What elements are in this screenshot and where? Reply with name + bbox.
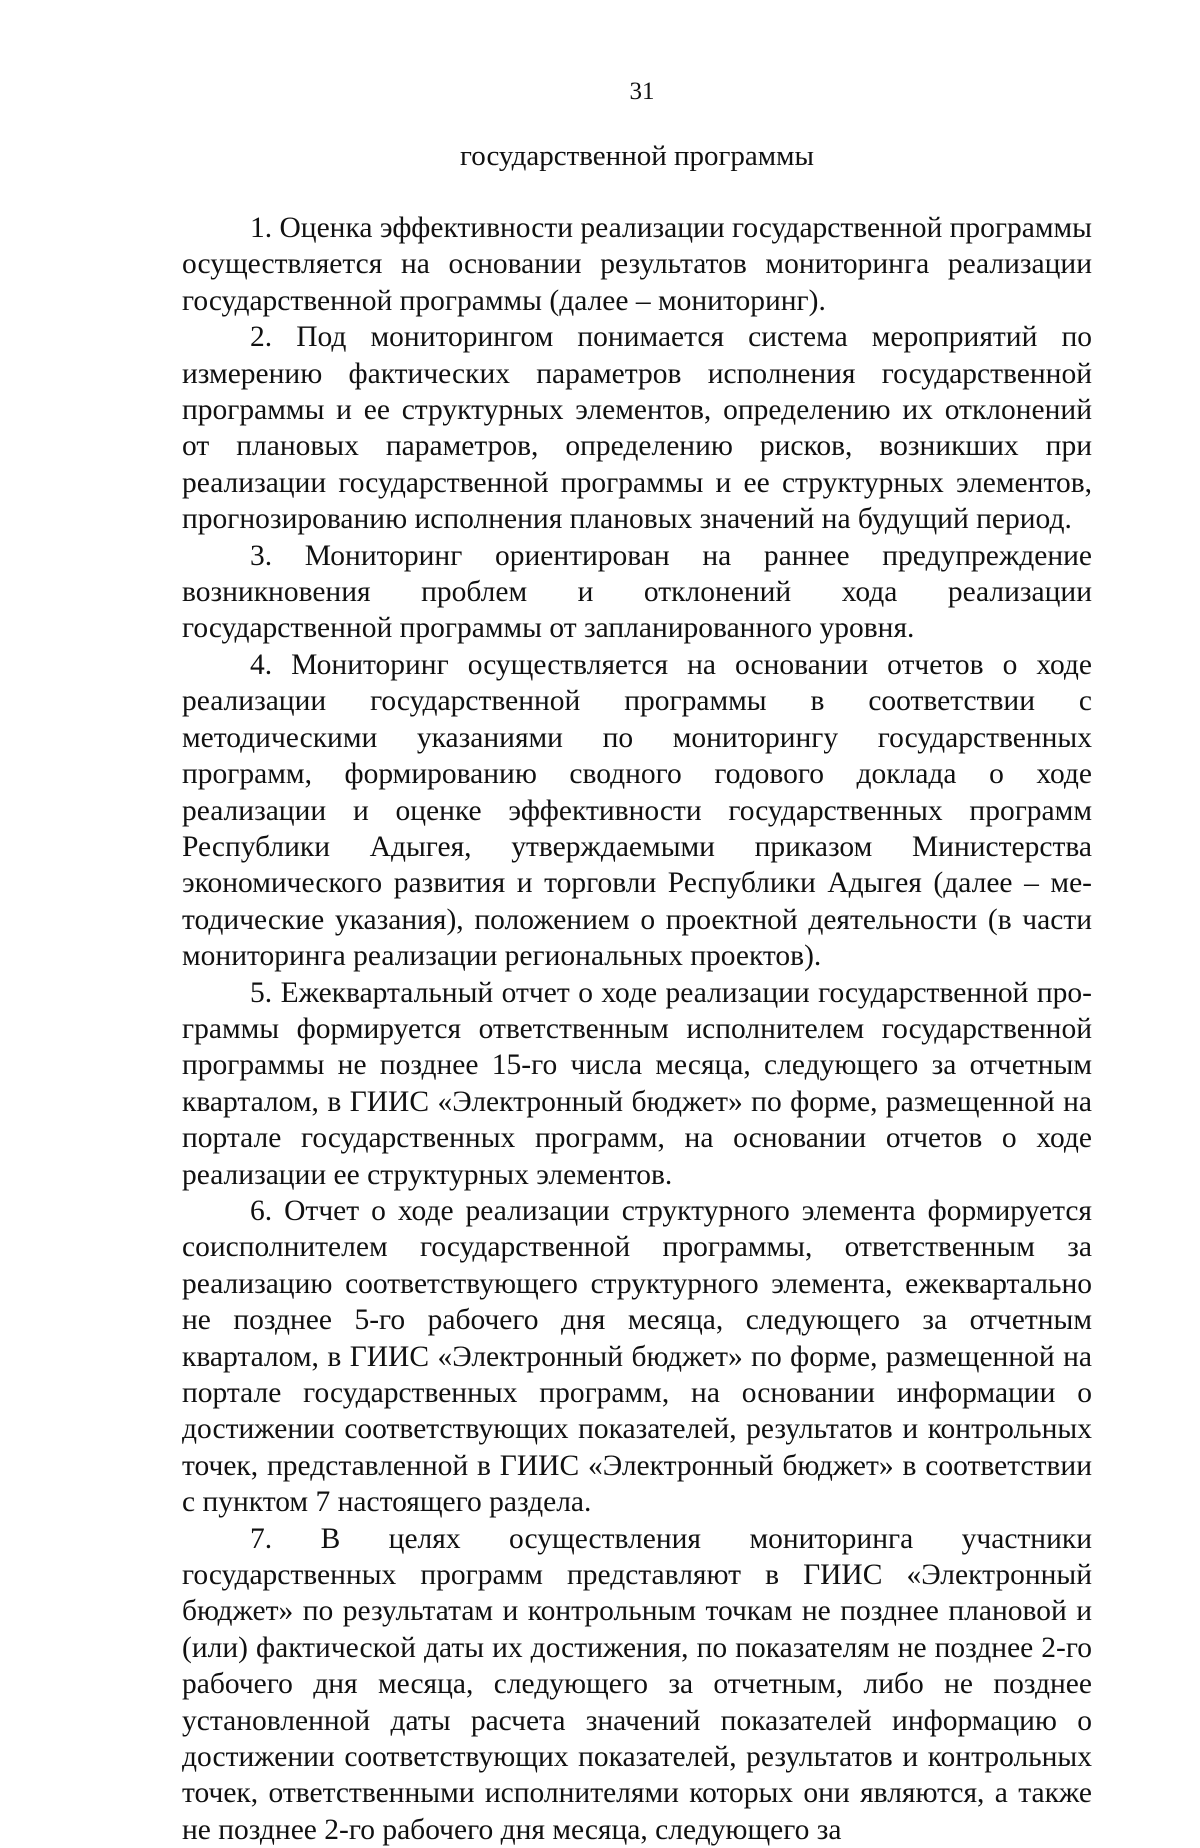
page-number: 31 [629, 78, 655, 105]
paragraph-1: 1. Оценка эффективности реализации государственной программы осуществляется на основании результатов мониторинга реализации государственной программы (далее – мониторинг). [182, 212, 1092, 317]
paragraph-2: 2. Под мониторингом понимается система мероприятий по измерению фактических параметров исполнения государственной программы и ее структурных элементов, определению их отклонений от плановых параметров, определению рисков, возникших при реализации государственной программы и ее структурных элементов, прогнозированию исполнения плановых значений на будущий период. [182, 321, 1092, 536]
paragraph-6: 6. Отчет о ходе реализации структурного элемента формируется соисполнителем государственной программы, ответственным за реализацию соответствующего структурного элемента, ежеквартально не позднее 5-го рабочего дня месяца, следующего за отчетным кварталом, в ГИИС «Электронный бюджет» по форме, размещенной на портале государственных программ, на основании информации о достижении соответствующих показателей, результатов и контрольных точек, представленной в ГИИС «Электронный бюджет» в соответствии с пунктом 7 настоящего раздела. [182, 1194, 1092, 1519]
paragraph-7: 7. В целях осуществления мониторинга участники государственных программ представляют в ГИИС «Электронный бюджет» по результатам и контрольным точкам не позднее плановой и (или) фактической даты их достижения, по показателям не позднее 2-го рабочего дня месяца, следующего за отчетным, либо не позднее установленной даты расчета значений показателей информацию о достижении соответствующих показателей, результатов и контрольных точек, ответственными исполнителями которых они являются, а также не позднее 2-го рабочего дня месяца, следующего за [182, 1522, 1092, 1846]
section-title: государственной программы [460, 140, 814, 172]
paragraph-3: 3. Мониторинг ориентирован на раннее предупреждение возникновения проблем и отклонений хода реализации государственной программы от запланированного уровня. [182, 539, 1092, 645]
paragraph-5: 5. Ежеквартальный отчет о ходе реализации государственной программы формируется ответственным исполнителем государственной программы не позднее 15-го числа месяца, следующего за отчетным кварталом, в ГИИС «Электронный бюджет» по форме, размещенной на портале государственных программ, на основании отчетов о ходе реализации ее структурных элементов. [182, 976, 1092, 1191]
document-page [182, 72, 1092, 1848]
paragraph-4: 4. Мониторинг осуществляется на основании отчетов о ходе реализации государственной программы в соответствии с методическими указаниями по мониторингу государственных программ, формированию сводного годового доклада о ходе реализации и оценке эффективности государственных программ Республики Адыгея, утверждаемыми приказом Министерства экономического развития и торговли Республики Адыгея (далее – методические указания), положением о проектной деятельности (в части мониторинга реализации региональных проектов). [182, 648, 1092, 973]
